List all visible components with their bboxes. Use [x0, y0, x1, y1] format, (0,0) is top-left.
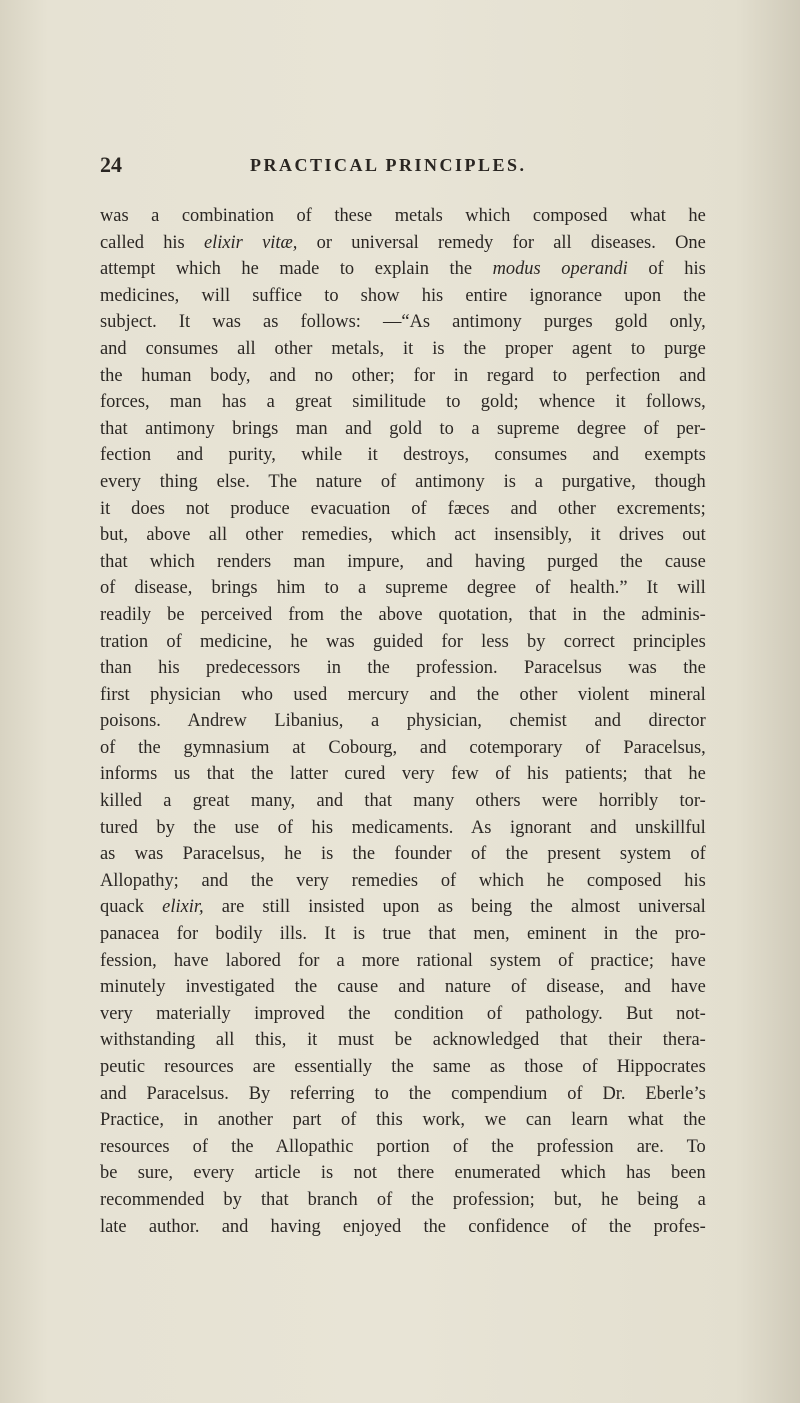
text-line [100, 1027, 706, 1054]
line-text: subject. It was as follows: —“As antimony purges gold only, [100, 311, 706, 333]
line-text: informs us that the latter cured very few of his patients; that he [100, 763, 706, 785]
text-line [100, 921, 706, 948]
running-title: PRACTICAL PRINCIPLES. [250, 155, 527, 175]
text-line [100, 203, 706, 230]
text-line [100, 496, 706, 523]
line-text: tration of medicine, he was guided for less by correct principles [100, 630, 706, 652]
text-line [100, 894, 706, 921]
text-line [100, 1134, 706, 1161]
line-text: was a combination of these metals which composed what he [100, 205, 706, 226]
line-text: called his [100, 231, 204, 253]
text-line [100, 841, 706, 868]
line-text: or universal remedy for all diseases. One [297, 231, 706, 253]
line-text: quack [100, 896, 163, 918]
line-text: peutic resources are essentially the same as those of Hippocrates [100, 1056, 706, 1077]
text-line [100, 868, 706, 895]
line-text: and Paracelsus. By referring to the compendium of Dr. Eberle’s [100, 1082, 706, 1104]
line-text: tured by the use of his medicaments. As ignorant and unskillful [100, 816, 706, 838]
text-line [100, 788, 706, 815]
line-text: than his predecessors in the profession. Paracelsus was the [100, 657, 706, 679]
text-line [100, 1214, 706, 1241]
text-line [100, 1160, 706, 1187]
italic-term: elixir, [162, 896, 204, 918]
line-text: every thing else. The nature of antimony is a purgative, though [100, 470, 706, 492]
italic-term: modus operandi [492, 258, 628, 280]
line-text: withstanding all this, it must be acknowledged that their thera- [100, 1029, 706, 1051]
text-line [100, 549, 706, 576]
line-text: and consumes all other metals, it is the proper agent to purge [100, 337, 706, 359]
text-line [100, 416, 706, 443]
line-text: fection and purity, while it destroys, consumes and exempts [100, 444, 706, 466]
line-text: Practice, in another part of this work, we can learn what the [100, 1109, 706, 1131]
line-text: fession, have labored for a more rational system of practice; have [100, 949, 706, 971]
line-text: minutely investigated the cause and nature of disease, and have [100, 976, 706, 998]
text-line [100, 283, 706, 310]
line-text: the human body, and no other; for in regard to perfection and [100, 364, 706, 386]
line-text: late author. and having enjoyed the confidence of the profes- [100, 1215, 706, 1237]
line-text: of disease, brings him to a supreme degree of health.” It will [100, 577, 706, 599]
page-header [100, 152, 705, 182]
text-line [100, 442, 706, 469]
line-text: attempt which he made to explain the [100, 258, 493, 280]
italic-term: elixir vitæ, [203, 231, 298, 253]
text-line [100, 336, 706, 363]
text-line [100, 735, 706, 762]
line-text: are still insisted upon as being the almost universal [203, 896, 706, 918]
text-line [100, 948, 706, 975]
line-text: that antimony brings man and gold to a supreme degree of per- [100, 417, 706, 439]
line-text: be sure, every article is not there enumerated which has been [100, 1162, 706, 1184]
body-text [100, 203, 706, 1240]
text-line [100, 655, 706, 682]
line-text: panacea for bodily ills. It is true that men, eminent in the pro- [100, 923, 706, 945]
text-line [100, 363, 706, 390]
text-line [100, 256, 706, 283]
text-line [100, 522, 706, 549]
page-number: 24 [100, 152, 122, 177]
text-line [100, 1054, 706, 1081]
text-line [100, 389, 706, 416]
text-line [100, 309, 706, 336]
line-text: of his [627, 258, 706, 280]
text-line [100, 815, 706, 842]
text-line [100, 974, 706, 1001]
text-line [100, 575, 706, 602]
text-line [100, 708, 706, 735]
line-text: recommended by that branch of the profession; but, he being a [100, 1188, 706, 1210]
line-text: that which renders man impure, and having purged the cause [100, 550, 706, 572]
text-line [100, 629, 706, 656]
line-text: of the gymnasium at Cobourg, and cotemporary of Paracelsus, [100, 736, 706, 758]
text-line [100, 1081, 706, 1108]
text-line [100, 230, 706, 257]
line-text: readily be perceived from the above quotation, that in the adminis- [100, 603, 706, 625]
text-line [100, 469, 706, 496]
text-line [100, 1001, 706, 1028]
line-text: poisons. Andrew Libanius, a physician, chemist and director [100, 710, 706, 732]
line-text: it does not produce evacuation of fæces and other excrements; [100, 497, 706, 519]
line-text: first physician who used mercury and the other violent mineral [100, 683, 706, 705]
text-line [100, 602, 706, 629]
line-text: very materially improved the condition of pathology. But not- [100, 1002, 706, 1024]
line-text: resources of the Allopathic portion of the profession are. To [100, 1135, 706, 1157]
line-text: Allopathy; and the very remedies of which he composed his [100, 869, 706, 891]
line-text: but, above all other remedies, which act insensibly, it drives out [100, 524, 706, 546]
text-line [100, 1187, 706, 1214]
text-line [100, 761, 706, 788]
text-line [100, 1107, 706, 1134]
line-text: as was Paracelsus, he is the founder of the present system of [100, 843, 706, 865]
line-text: killed a great many, and that many others were horribly tor- [100, 790, 706, 812]
text-line [100, 682, 706, 709]
line-text: forces, man has a great similitude to gold; whence it follows, [100, 391, 706, 413]
line-text: medicines, will suffice to show his entire ignorance upon the [100, 284, 706, 306]
